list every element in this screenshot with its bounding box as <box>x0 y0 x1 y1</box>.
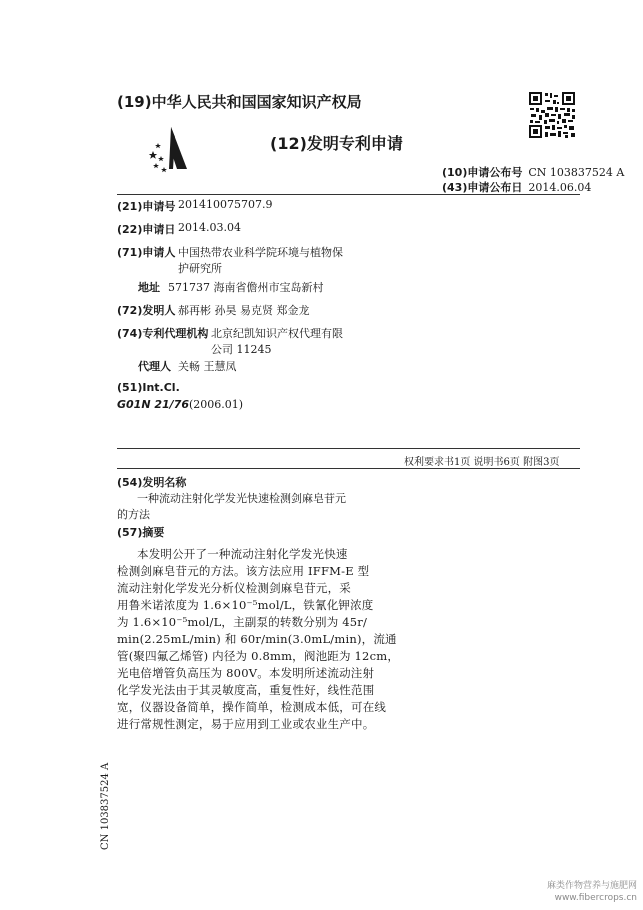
side-publication-number: CN 103837524 A <box>100 762 111 850</box>
abstract-line: 用鲁米诺浓度为 1.6×10⁻⁵mol/L，铁氰化钾浓度 <box>117 598 374 612</box>
inventors-value: 郝再彬 孙昊 易克贤 郑金龙 <box>178 304 310 317</box>
applicant-label: (71)申请人 <box>117 246 176 259</box>
qr-code-icon <box>528 91 576 139</box>
agent-value: 关畅 王慧凤 <box>178 360 237 373</box>
publication-date-row <box>442 179 591 195</box>
application-number-value: 201410075707.9 <box>178 198 273 211</box>
agency-value-line-1: 北京纪凯知识产权代理有限 <box>211 327 343 340</box>
abstract-line: 管(聚四氟乙烯管) 内径为 0.8mm，阀池距为 12cm， <box>117 649 400 663</box>
cnipa-logo-icon <box>147 125 199 175</box>
filing-date-label: (22)申请日 <box>117 223 176 236</box>
page-count-info: 权利要求书1页 说明书6页 附图3页 <box>404 457 560 468</box>
site-watermark <box>547 880 637 904</box>
ipc-version: (2006.01) <box>189 398 244 411</box>
application-number-label: (21)申请号 <box>117 200 176 213</box>
ipc-label: (51)Int.Cl. <box>117 381 180 394</box>
patent-office-name: (19)中华人民共和国国家知识产权局 <box>117 93 362 111</box>
inventors-label: (72)发明人 <box>117 304 176 317</box>
applicant-value-line-2: 护研究所 <box>178 262 222 275</box>
abstract-line: 进行常规性测定，易于应用到工业或农业生产中。 <box>117 717 375 731</box>
publication-number-row <box>442 164 624 180</box>
biblio-divider-bottom <box>117 468 580 469</box>
abstract-line: min(2.25mL/min) 和 60r/min(3.0mL/min)，流通 <box>117 632 397 646</box>
applicant-value-line-1: 中国热带农业科学院环境与植物保 <box>178 246 343 259</box>
publication-number-label: (10)申请公布号 <box>442 166 523 179</box>
address-label: 地址 <box>138 281 160 294</box>
agency-value-line-2: 公司 11245 <box>211 343 272 356</box>
invention-title-line-1: 一种流动注射化学发光快速检测剑麻皂苷元 <box>137 492 346 505</box>
publication-date-label: (43)申请公布日 <box>442 181 523 194</box>
address-value: 571737 海南省儋州市宝岛新村 <box>168 281 324 294</box>
agency-label: (74)专利代理机构 <box>117 327 209 340</box>
publication-date-value: 2014.06.04 <box>528 181 592 194</box>
publication-number-value: CN 103837524 A <box>528 166 625 179</box>
abstract-label: (57)摘要 <box>117 526 165 539</box>
watermark-site-name: 麻类作物营养与施肥网 <box>546 881 637 891</box>
abstract-line: 光电倍增管负高压为 800V。本发明所述流动注射 <box>117 666 375 680</box>
invention-title-label: (54)发明名称 <box>117 476 187 489</box>
ipc-value <box>117 398 243 411</box>
filing-date-value: 2014.03.04 <box>178 221 241 234</box>
abstract-line: 检测剑麻皂苷元的方法。该方法应用 IFFM-E 型 <box>117 564 370 578</box>
abstract-line: 流动注射化学发光分析仪检测剑麻皂苷元，采 <box>117 581 351 595</box>
abstract-line: 本发明公开了一种流动注射化学发光快速 <box>137 547 348 561</box>
invention-title-line-2: 的方法 <box>117 508 150 521</box>
ipc-code: G01N 21/76 <box>117 398 190 411</box>
abstract-line: 宽，仪器设备简单，操作简单，检测成本低，可在线 <box>117 700 387 714</box>
abstract-line: 化学发光法由于其灵敏度高，重复性好，线性范围 <box>117 683 375 697</box>
agent-label: 代理人 <box>138 360 171 373</box>
abstract-line: 为 1.6×10⁻⁵mol/L，主副泵的转数分别为 45r/ <box>117 615 368 629</box>
biblio-divider-top <box>117 448 580 449</box>
watermark-url: www.fibercrops.cn <box>554 893 637 903</box>
publication-type: (12)发明专利申请 <box>270 134 403 153</box>
header-divider <box>117 194 580 195</box>
